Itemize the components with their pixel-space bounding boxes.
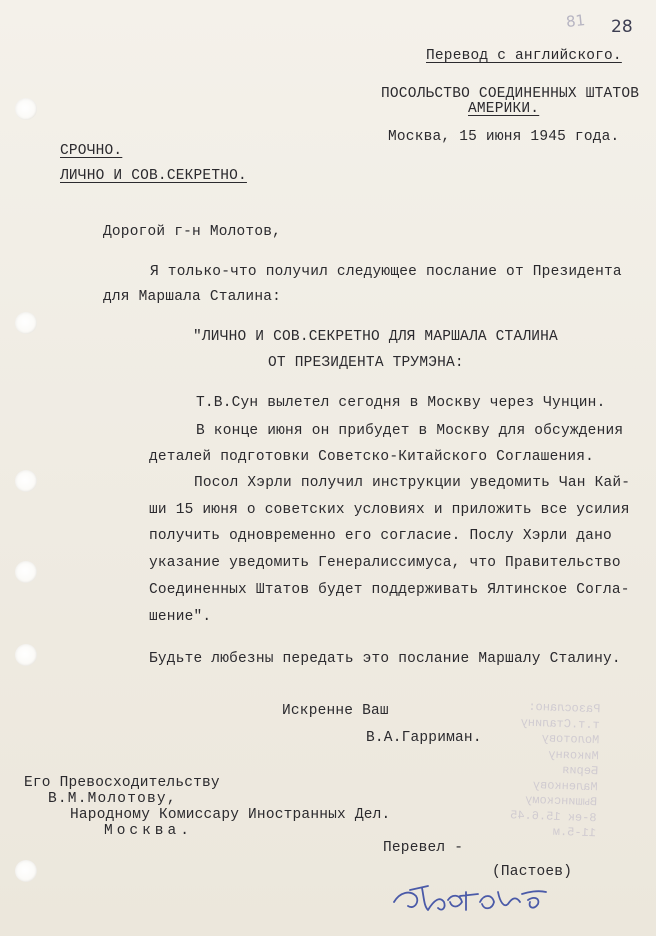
secret-label: ЛИЧНО И СОВ.СЕКРЕТНО. [60, 168, 247, 184]
stamp-line: Маленкову [532, 777, 598, 794]
translator-label: Перевел - [383, 840, 464, 856]
stamp-line: Берия [561, 763, 599, 779]
stamp-line: 11-5.м [552, 824, 597, 841]
punch-hole [15, 470, 37, 492]
message-heading: "ЛИЧНО И СОВ.СЕКРЕТНО ДЛЯ МАРШАЛА СТАЛИНА [193, 329, 558, 345]
stamp-line: Молотову [541, 731, 600, 748]
translator-name: (Пастоев) [492, 864, 573, 880]
stamp-line: Микояну [548, 747, 599, 763]
faint-archive-number: 81 [565, 11, 586, 31]
sheet-number: 28 [611, 17, 633, 37]
message-heading: ОТ ПРЕЗИДЕНТА ТРУМЭНА: [268, 355, 464, 371]
embassy-name-line1: ПОСОЛЬСТВО СОЕДИНЕННЫХ ШТАТОВ [381, 86, 640, 102]
punch-hole [15, 98, 37, 120]
message-line: Т.В.Сун вылетел сегодня в Москву через Чунцин. [196, 395, 606, 411]
message-line: Соединенных Штатов будет поддерживать Ялтинское Согла- [149, 582, 630, 598]
stamp-line: т.т.Сталину [520, 715, 601, 732]
intro-line: для Маршала Сталина: [103, 289, 282, 305]
message-line: В конце июня он прибудет в Москву для обсуждения [196, 423, 624, 439]
punch-hole [15, 561, 37, 583]
intro-line: Я только-что получил следующее послание от Президента [150, 264, 622, 280]
distribution-stamp [465, 698, 600, 852]
closing-signer: В.А.Гарриман. [366, 730, 482, 746]
request-line: Будьте любезны передать это послание Маршалу Сталину. [149, 651, 621, 667]
stamp-line: Вышинскому [524, 792, 598, 810]
punch-hole [15, 312, 37, 334]
stamp-line: Разослано: [528, 699, 601, 717]
message-line: получить одновременно его согласие. Послу Хэрли дано [149, 528, 612, 544]
stamp-line: 8-ек 15.6.45 [509, 807, 597, 825]
addressee-line: Москва. [104, 823, 193, 839]
translation-note: Перевод с английского. [426, 48, 622, 64]
addressee-line: Народному Комиссару Иностранных Дел. [70, 807, 391, 823]
punch-hole [15, 860, 37, 882]
date-line: Москва, 15 июня 1945 года. [388, 129, 620, 145]
message-line: шение". [149, 609, 212, 625]
embassy-name-line2: АМЕРИКИ. [468, 101, 540, 117]
message-line: деталей подготовки Советско-Китайского Соглашения. [149, 449, 595, 465]
addressee-line: Его Превосходительству [24, 775, 220, 791]
message-line: ши 15 июня о советских условиях и приложить все усилия [149, 502, 630, 518]
salutation: Дорогой г-н Молотов, [103, 224, 282, 240]
punch-hole [15, 644, 37, 666]
addressee-line: В.М.Молотову, [48, 791, 177, 807]
closing-sincerely: Искренне Ваш [282, 703, 389, 719]
message-line: Посол Хэрли получил инструкции уведомить Чан Кай- [194, 475, 631, 491]
message-line: указание уведомить Генералиссимуса, что Правительство [149, 555, 621, 571]
urgent-label: СРОЧНО. [60, 143, 123, 159]
handwritten-signature [388, 872, 568, 922]
